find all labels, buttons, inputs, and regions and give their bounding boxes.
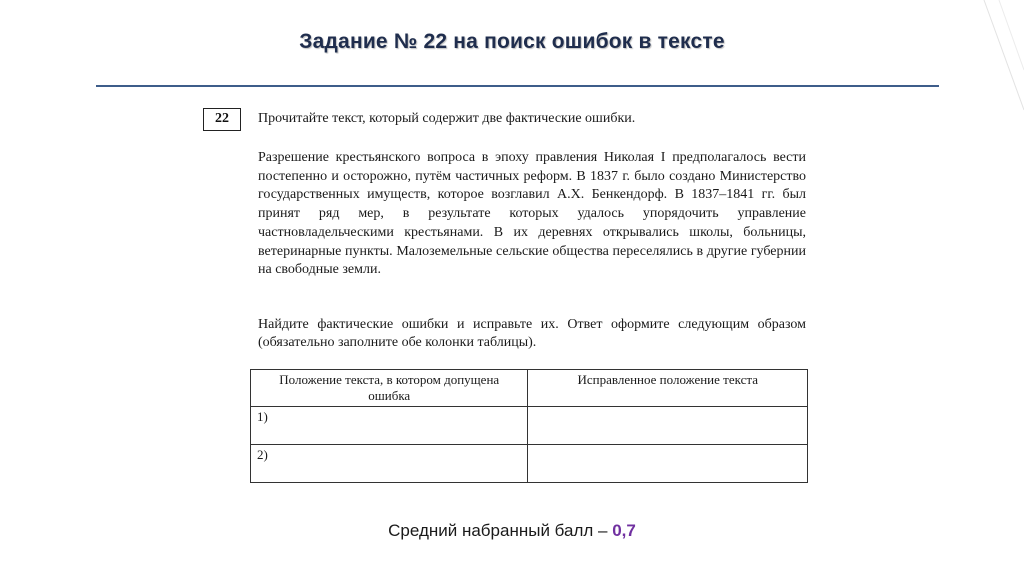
task-instruction: Прочитайте текст, который содержит две фактические ошибки.	[258, 111, 636, 126]
table-row	[251, 407, 808, 445]
table-cell-correction-2	[528, 445, 808, 483]
task-number-box: 22	[203, 108, 241, 131]
answer-table	[250, 369, 808, 483]
table-cell-error-1: 1)	[251, 407, 528, 445]
average-score-label: Средний набранный балл –	[388, 521, 613, 540]
slide-title: Задание № 22 на поиск ошибок в тексте	[299, 30, 725, 53]
table-cell-error-2: 2)	[251, 445, 528, 483]
task-question: Найдите фактические ошибки и исправьте их. Ответ оформите следующим образом (обязательно заполните обе колонки таблицы).	[258, 317, 806, 350]
title-divider	[96, 85, 939, 87]
average-score	[0, 521, 1024, 541]
corner-decoration	[964, 0, 1024, 120]
table-header-error: Положение текста, в котором допущена ошибка	[251, 370, 528, 407]
table-header-row	[251, 370, 808, 407]
average-score-value: 0,7	[612, 521, 636, 540]
task-passage: Разрешение крестьянского вопроса в эпоху правления Николая I предполагалось вести постепенно и осторожно, путём частичных реформ. В 1837 г. было создано Министерство государственных имуществ, которое возглавил А.Х. Бенкендорф. В 1837–1841 гг. был принят ряд мер, в результате которых удалось упорядочить управление частновладельческими крестьянами. В их деревнях открывались школы, больницы, ветеринарные пункты. Малоземельные сельские общества переселялись в другие губернии на свободные земли.	[258, 150, 806, 278]
table-cell-correction-1	[528, 407, 808, 445]
table-row	[251, 445, 808, 483]
table-header-correction: Исправленное положение текста	[528, 370, 808, 407]
